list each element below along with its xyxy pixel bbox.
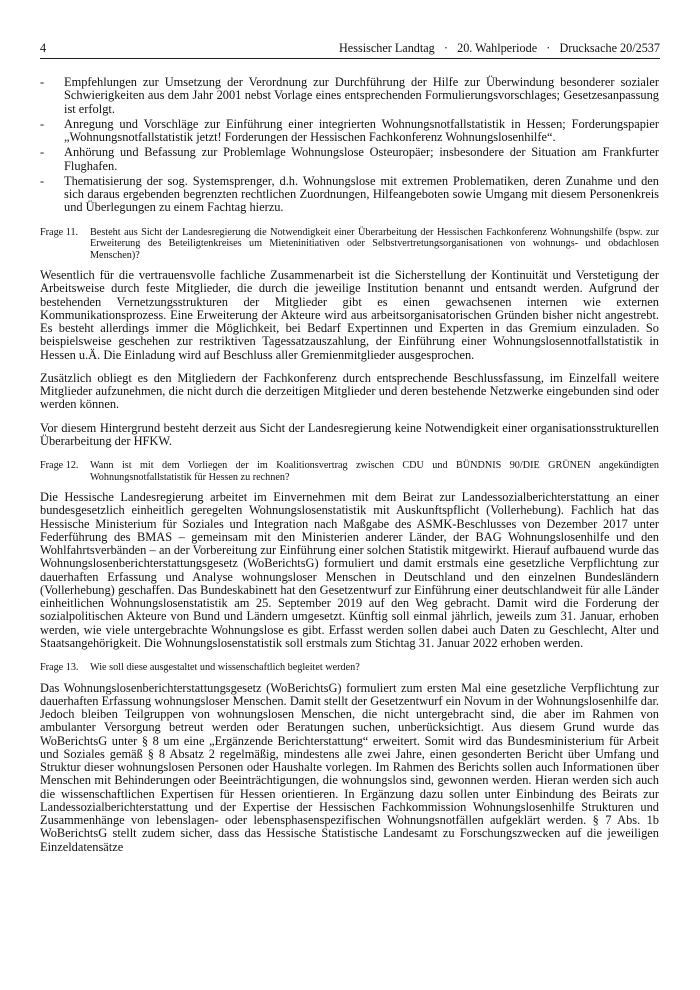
page-header	[40, 38, 660, 58]
answer-paragraph: Zusätzlich obliegt es den Mitgliedern der Fachkonferenz durch entsprechende Beschlussfassung, im Einzelfall weitere Mitglieder aufzunehmen, die nicht durch die derzeitigen Mitglieder und deren bestehende Netzwerke eingebunden sind oder werden können.	[40, 370, 659, 412]
bullet-list	[40, 76, 659, 215]
list-item-text: Anhörung und Befassung zur Problemlage Wohnungslose Osteuropäer; insbesondere der Situation am Frankfurter Flughafen.	[64, 145, 659, 173]
answer-paragraph: Wesentlich für die vertrauensvolle fachliche Zusammenarbeit ist die Sicherstellung der Kontinuität und Verstetigung der Arbeitsweise durch feste Mitglieder, die durch die jeweilige Institution benannt und entsandt werden. Aufgrund der bestehenden Vernetzungsstrukturen der Mitglieder gibt es einen gewachsenen internen wie externen Kommunikationsprozess. Eine Erweiterung der Akteure wird aus arbeitsorganisatorischen Gründen bisher nicht angestrebt. Es besteht allerdings immer die Möglichkeit, bei Bedarf Expertinnen und Experten in das Gremium einzuladen. So beispielsweise geschehen zur restriktiven Tagessatzauszahlung, der Einführung einer Wohnungslosennotfallstatistik in Hessen u.Ä. Die Einladung wird auf Beschluss aller Gremienmitglieder ausgesprochen.	[40, 268, 659, 362]
list-item: - Anhörung und Befassung zur Problemlage Wohnungslose Osteuropäer; insbesondere der Situation am Frankfurter Flughafen.	[40, 145, 659, 173]
answer-paragraph: Die Hessische Landesregierung arbeitet im Einvernehmen mit dem Beirat zur Landessozialberichterstattung an einer bundesgesetzlich einheitlich geregelten Wohnungslosenstatistik mit Auskunftspflicht (Vollerhebung). Fachlich hat das Hessische Ministerium für Soziales und Integration nach Maßgabe des ASMK-Beschlusses von Dezember 2017 unter Federführung des BMAS – gemeinsam mit den Ministerien anderer Länder, der BAG Wohnungslosenhilfe und den Wohlfahrtsverbänden – an der Vorbereitung zur Einführung einer solchen Statistik mitgewirkt. Hierauf aufbauend wurde das Wohnungslosenberichterstattungsgesetz (WoBerichtsG) formuliert und damit erstmals eine gesetzliche Verpflichtung zur dauerhaften Erfassung und Analyse wohnungsloser Menschen in Deutschland und den einzelnen Bundesländern (Vollerhebung) geschaffen. Das Bundeskabinett hat den Gesetzentwurf zur Einführung einer deutschlandweit für alle Länder einheitlichen Wohnungslosenstatistik am 25. September 2019 auf den Weg gebracht. Damit wird die Forderung der sozialpolitischen Akteure von Bund und Ländern umgesetzt. Künftig soll einmal jährlich, jeweils zum 31. Januar, erhoben werden, wie viele untergebrachte Wohnungslose es gibt. Erfasst werden sollen dabei auch Daten zu Geschlecht, Alter und Staatsangehörigkeit. Die Wohnungslosenstatistik soll erstmals zum Stichtag 31. Januar 2022 erhoben werden.	[40, 490, 659, 650]
question-12	[40, 460, 659, 483]
question-11	[40, 227, 659, 262]
question-13	[40, 662, 659, 674]
list-item: - Empfehlungen zur Umsetzung der Verordnung zur Durchführung der Hilfe zur Überwindung besonderer sozialer Schwierigkeiten aus dem Jahr 2001 nebst Vorlage eines entsprechenden Formulierungsvorschlages; Gesetzesanpassung ist erfolgt.	[40, 75, 659, 116]
question-text: Wie soll diese ausgestaltet und wissenschaftlich begleitet werden?	[90, 662, 360, 673]
question-label: Frage 12.	[40, 460, 79, 471]
question-label: Frage 11.	[40, 226, 79, 238]
list-item-text: Empfehlungen zur Umsetzung der Verordnung zur Durchführung der Hilfe zur Überwindung besonderer sozialer Schwierigkeiten aus dem Jahr 2001 nebst Vorlage eines entsprechenden Formulierungsvorschlages; Gesetzesanpassung ist erfolgt.	[64, 75, 659, 116]
list-item: - Anregung und Vorschläge zur Einführung einer integrierten Wohnungsnotfallstatistik in Hessen; Forderungspapier „Wohnungsnotfallstatistik jetzt! Forderungen der Hessischen Fachkonferenz Wohnungslosenhilfe“.	[40, 116, 659, 144]
question-text: Besteht aus Sicht der Landesregierung die Notwendigkeit einer Überarbeitung der Hessischen Fachkonferenz Wohnungshilfe (bspw. zur Erweiterung des Beteiligtenkreises um Mieteninitiativen oder Selbstvertretungsorganisationen von wohnungs- und obdachlosen Menschen)?	[90, 226, 659, 261]
header-rule	[40, 58, 660, 59]
answer-paragraph: Vor diesem Hintergrund besteht derzeit aus Sicht der Landesregierung keine Notwendigkeit einer organisationsstrukturellen Überarbeitung der HFKW.	[40, 420, 659, 448]
answer-paragraph: Das Wohnungslosenberichterstattungsgesetz (WoBerichtsG) formuliert zum ersten Mal eine gesetzliche Verpflichtung zur dauerhaften Erfassung wohnungsloser Menschen. Damit stellt der Gesetzentwurf ein Novum in der Wohnungslosenhilfe dar. Jedoch bleiben Teilgruppen von wohnungslosen Menschen, die nicht untergebracht sind, die aber im Rahmen von ambulanter Versorgung betreut werden oder Beratungen suchen, unberücksichtigt. Aus diesem Grund wurde das WoBerichtsG unter § 8 um eine „Ergänzende Berichterstattung“ erweitert. Somit wird das Bundesministerium für Arbeit und Soziales gemäß § 8 Absatz 2 regelmäßig, mindestens alle zwei Jahre, einen gesonderten Bericht über Umfang und Struktur dieser wohnungslosen Personen oder Haushalte vorlegen. Im Rahmen des Berichts sollen auch Informationen über Menschen mit Behinderungen oder Beeinträchtigungen, die wohnungslos sind, gewonnen werden. Hieran werden sich auch die wissenschaftlichen Expertisen für Hessen orientieren. In Ergänzung dazu sollen unter Einbindung des Beirats zur Landessozialberichterstattung und der Expertise der Hessischen Fachkommission Wohnungslosenhilfe Strukturen und Zusammenhänge von lebenslagen- oder lebensphasenspezifischen Wohnungsnotfällen aufgeklärt werden. § 7 Abs. 1b WoBerichtsG stellt zudem sicher, dass das Hessische Statistische Landesamt zu Forschungszwecken auf die jeweiligen Einzeldatensätze	[40, 680, 659, 854]
page-number: 4	[40, 41, 47, 55]
question-label: Frage 13.	[40, 662, 79, 673]
question-text: Wann ist mit dem Vorliegen der im Koalitionsvertrag zwischen CDU und BÜNDNIS 90/DIE GRÜNEN angekündigten Wohnungsnotfallstatistik für Hessen zu rechnen?	[90, 460, 659, 483]
list-item: - Thematisierung der sog. Systemsprenger, d.h. Wohnungslose mit extremen Problematiken, deren Zunahme und den sich daraus ergebenden begrenzten rechtlichen Zuordnungen, Hilfeangeboten sowie Umgang mit diesem Personenkreis und Überlegungen zu einem Fachtag hierzu.	[40, 173, 659, 215]
list-item-text: Thematisierung der sog. Systemsprenger, d.h. Wohnungslose mit extremen Problematiken, deren Zunahme und den sich daraus ergebenden begrenzten rechtlichen Zuordnungen, Hilfeangeboten sowie Umgang mit diesem Personenkreis und Überlegungen zu einem Fachtag hierzu.	[64, 173, 659, 215]
running-title: Hessischer Landtag · 20. Wahlperiode · Drucksache 20/2537	[339, 41, 660, 55]
list-item-text: Anregung und Vorschläge zur Einführung einer integrierten Wohnungsnotfallstatistik in Hessen; Forderungspapier „Wohnungsnotfallstatistik jetzt! Forderungen der Hessischen Fachkonferenz Wohnungslosenhilfe“.	[64, 116, 659, 144]
document-body	[40, 76, 659, 864]
